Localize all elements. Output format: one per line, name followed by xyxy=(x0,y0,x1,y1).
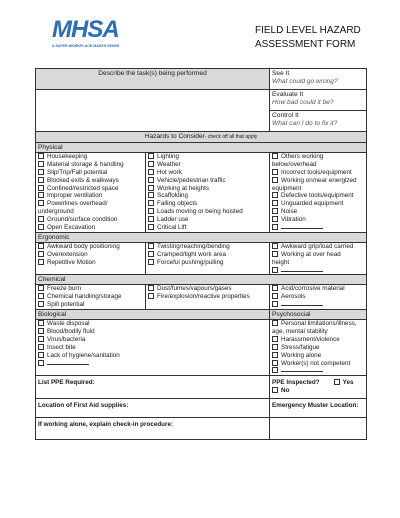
checklist-item-label: Twisting/reaching/bending xyxy=(157,242,230,250)
hazard-form xyxy=(35,68,366,440)
checklist-item xyxy=(38,344,267,352)
checkbox[interactable] xyxy=(148,161,154,167)
checklist-item-label: Hot work xyxy=(157,168,182,176)
checkbox[interactable] xyxy=(38,216,44,222)
evaluate-it-question: How bad could it be? xyxy=(272,99,334,106)
checklist-item xyxy=(38,224,143,232)
checklist-item xyxy=(38,259,143,267)
checkbox[interactable] xyxy=(38,177,44,183)
hazard-table xyxy=(35,68,367,440)
checklist-item xyxy=(38,328,267,336)
checklist-item-label: Working at over head xyxy=(281,250,341,258)
checkbox[interactable] xyxy=(148,200,154,206)
checklist-item-label: Aerosols xyxy=(281,293,306,301)
checkbox[interactable] xyxy=(38,185,44,191)
checklist-item xyxy=(38,200,143,208)
checklist-item-label: Weather xyxy=(157,160,181,168)
checklist-item xyxy=(38,216,143,224)
checklist-item xyxy=(148,216,267,224)
control-it-label: Control It xyxy=(272,112,299,119)
title-line-1: FIELD LEVEL HAZARD xyxy=(255,25,361,36)
checklist-item xyxy=(148,208,267,216)
control-it-cell xyxy=(270,111,367,132)
checkbox[interactable] xyxy=(272,153,278,159)
checkbox[interactable] xyxy=(272,243,278,249)
checklist-item xyxy=(38,208,143,216)
checklist-item xyxy=(272,328,364,336)
chemical-col-1 xyxy=(36,285,146,310)
physical-col-3 xyxy=(270,153,367,233)
checklist-item xyxy=(38,153,143,161)
checklist-item xyxy=(272,267,364,275)
checkbox[interactable] xyxy=(38,161,44,167)
checklist-item xyxy=(148,169,267,177)
ppe-inspected-cell: PPE Inspected? Yes No xyxy=(270,376,367,399)
logo-tagline: A SAFER WORKPLACE MAKES SENSE xyxy=(52,44,120,48)
checklist-item-label: Personal limitations/illness, xyxy=(281,320,357,328)
physical-col-1 xyxy=(36,153,146,233)
checklist-item xyxy=(148,251,267,259)
checklist-item-label: Noise xyxy=(281,208,298,216)
other-blank-line[interactable] xyxy=(281,224,323,229)
see-it-label: See It xyxy=(272,70,290,77)
checkbox[interactable] xyxy=(272,267,278,273)
checklist-item xyxy=(38,352,267,360)
ergonomic-col-1 xyxy=(36,242,146,275)
checklist-item-label: Spill potential xyxy=(47,301,85,309)
working-alone-extra[interactable] xyxy=(270,418,367,440)
checklist-item xyxy=(272,216,364,224)
other-blank-line[interactable] xyxy=(47,360,89,365)
checkbox[interactable] xyxy=(272,360,278,366)
checklist-item-label: Working alone xyxy=(281,351,322,359)
checkbox[interactable] xyxy=(272,367,278,373)
checkbox[interactable] xyxy=(272,293,278,299)
checkbox[interactable] xyxy=(148,259,154,265)
ppe-required-field[interactable]: List PPE Required: xyxy=(36,376,270,399)
control-it-question: What can I do to fix it? xyxy=(272,120,338,127)
muster-location-field[interactable]: Emergency Muster Location: xyxy=(270,399,367,418)
form-title xyxy=(255,24,395,52)
checklist-item xyxy=(148,285,267,293)
checklist-item-label: Awkward body positioning xyxy=(47,242,120,250)
checklist-item xyxy=(148,243,267,251)
checkbox[interactable] xyxy=(38,360,44,366)
checklist-item xyxy=(272,320,364,328)
checklist-item xyxy=(38,177,143,185)
checklist-item-label: Fire/explosion/reactive properties xyxy=(157,293,250,301)
checklist-item xyxy=(38,192,143,200)
biological-list xyxy=(36,320,270,376)
checkbox[interactable] xyxy=(38,285,44,291)
checklist-item xyxy=(148,259,267,267)
checklist-item-label: Lighting xyxy=(157,153,180,160)
form-header xyxy=(0,0,400,68)
other-blank-line[interactable] xyxy=(281,367,323,372)
checkbox[interactable] xyxy=(272,192,278,198)
checkbox[interactable] xyxy=(272,177,278,183)
checkbox[interactable] xyxy=(272,200,278,206)
checkbox[interactable] xyxy=(38,200,44,206)
checklist-item-label: Working on/near energized xyxy=(281,176,357,184)
checklist-item-label: Critical Lift xyxy=(157,224,187,232)
hazards-header: Hazards to Consider- check off all that apply xyxy=(36,132,367,143)
checklist-item xyxy=(148,224,267,232)
checkbox[interactable] xyxy=(148,285,154,291)
checkbox[interactable] xyxy=(38,336,44,342)
checkbox[interactable] xyxy=(38,224,44,230)
checklist-item xyxy=(272,367,364,375)
checklist-item-label: Cramped/tight work area xyxy=(157,250,226,258)
checkbox[interactable] xyxy=(148,169,154,175)
biological-title: Biological xyxy=(36,310,270,320)
ppe-yes-checkbox[interactable] xyxy=(334,379,340,385)
checklist-item xyxy=(148,185,267,193)
checklist-item xyxy=(272,192,364,200)
chemical-col-2 xyxy=(146,285,270,310)
checklist-item-label: Falling objects xyxy=(157,200,198,208)
chemical-col-3 xyxy=(270,285,367,310)
checklist-item xyxy=(38,336,267,344)
checklist-item-label: height xyxy=(272,258,290,266)
checklist-item xyxy=(38,169,143,177)
checklist-item-label: Virus/bacteria xyxy=(47,335,86,343)
checklist-item xyxy=(272,243,364,251)
checkbox[interactable] xyxy=(148,192,154,198)
first-aid-field[interactable]: Location of First Aid supplies: xyxy=(36,399,270,418)
checklist-item xyxy=(272,224,364,232)
checklist-item xyxy=(38,161,143,169)
checklist-item-label: Scaffolding xyxy=(157,192,189,200)
working-alone-field[interactable]: If working alone, explain check-in procedure: xyxy=(36,418,270,440)
checklist-item-label: Vibration xyxy=(281,216,306,224)
checklist-item-label: Incorrect tools/equipment xyxy=(281,168,352,176)
checklist-item xyxy=(38,285,143,293)
checklist-item-label: Ground/surface condition xyxy=(47,216,118,224)
checklist-item-label: Others working xyxy=(281,153,324,160)
checklist-item-label: Blocked exits & walkways xyxy=(47,176,119,184)
checkbox[interactable] xyxy=(38,301,44,307)
task-description-field[interactable] xyxy=(36,90,270,132)
checklist-item xyxy=(272,153,364,161)
other-blank-line[interactable] xyxy=(281,267,323,272)
checkbox[interactable] xyxy=(148,224,154,230)
checkbox[interactable] xyxy=(148,185,154,191)
checklist-item xyxy=(272,352,364,360)
checkbox[interactable] xyxy=(148,208,154,214)
checkbox[interactable] xyxy=(38,243,44,249)
checklist-item-label: Unguarded equipment xyxy=(281,200,344,208)
checkbox[interactable] xyxy=(148,177,154,183)
checkbox[interactable] xyxy=(272,216,278,222)
checklist-item xyxy=(272,360,364,368)
checklist-item xyxy=(272,336,364,344)
logo-text: MHSA xyxy=(52,16,119,43)
checklist-item xyxy=(272,285,364,293)
checkbox[interactable] xyxy=(38,153,44,159)
checkbox[interactable] xyxy=(272,344,278,350)
evaluate-it-label: Evaluate It xyxy=(272,91,304,98)
task-description-label: Describe the task(s) being performed xyxy=(36,69,270,90)
checklist-item xyxy=(148,161,267,169)
checklist-item-label: Open Excavation xyxy=(47,224,95,232)
checklist-item-label: age, mental stability xyxy=(272,328,328,336)
checklist-item-label: underground xyxy=(38,208,74,216)
checklist-item xyxy=(272,161,364,169)
checklist-item xyxy=(148,177,267,185)
checklist-item xyxy=(148,153,267,161)
checklist-item-label: Loads moving or being hoisted xyxy=(157,208,243,216)
checklist-item-label: Freeze burn xyxy=(47,285,81,293)
checkbox[interactable] xyxy=(38,344,44,350)
checklist-item-label: Overextension xyxy=(47,250,88,258)
checkbox[interactable] xyxy=(272,285,278,291)
checklist-item xyxy=(38,243,143,251)
checklist-item-label: Stress/fatigue xyxy=(281,343,320,351)
checkbox[interactable] xyxy=(148,243,154,249)
checklist-item-label: Powerlines overhead/ xyxy=(47,200,108,208)
psychosocial-title: Psychosocial xyxy=(270,310,367,320)
checklist-item xyxy=(38,185,143,193)
checklist-item xyxy=(38,251,143,259)
checkbox[interactable] xyxy=(38,169,44,175)
checklist-item xyxy=(148,192,267,200)
checklist-item-label: Chemical handling/storage xyxy=(47,293,122,301)
checklist-item-label: Material storage & handling xyxy=(47,160,124,168)
checkbox[interactable] xyxy=(148,153,154,159)
checklist-item-label: Housekeeping xyxy=(47,153,88,160)
checklist-item-label: Improper ventilation xyxy=(47,192,103,200)
checkbox[interactable] xyxy=(272,320,278,326)
checklist-item xyxy=(272,344,364,352)
checklist-item-label: Lack of hygiene/sanitation xyxy=(47,351,120,359)
checklist-item-label: Forceful pushing/pulling xyxy=(157,258,224,266)
checkbox[interactable] xyxy=(38,192,44,198)
ergonomic-col-3 xyxy=(270,242,367,275)
evaluate-it-cell xyxy=(270,90,367,111)
checklist-item xyxy=(38,293,143,301)
checklist-item-label: equipment xyxy=(272,184,302,192)
checklist-item-label: Blood/bodily fluid xyxy=(47,328,95,336)
title-line-2: ASSESSMENT FORM xyxy=(255,39,356,50)
ppe-no-checkbox[interactable] xyxy=(272,387,278,393)
see-it-question: What could go wrong? xyxy=(272,78,338,85)
checkbox[interactable] xyxy=(272,224,278,230)
checklist-item-label: below/overhead xyxy=(272,160,317,168)
psychosocial-list xyxy=(270,320,367,376)
checklist-item-label: Repetitive Motion xyxy=(47,258,96,266)
physical-col-2 xyxy=(146,153,270,233)
checklist-item xyxy=(272,208,364,216)
checkbox[interactable] xyxy=(148,216,154,222)
checklist-item xyxy=(272,200,364,208)
checkbox[interactable] xyxy=(272,301,278,307)
checklist-item xyxy=(38,301,143,309)
checkbox[interactable] xyxy=(38,293,44,299)
checklist-item xyxy=(148,200,267,208)
checkbox[interactable] xyxy=(272,251,278,257)
checklist-item-label: Ladder use xyxy=(157,216,189,224)
physical-title: Physical xyxy=(36,143,367,153)
checkbox[interactable] xyxy=(38,320,44,326)
checklist-item-label: Harassment/violence xyxy=(281,335,340,343)
checkbox[interactable] xyxy=(272,352,278,358)
checkbox[interactable] xyxy=(272,169,278,175)
ergonomic-col-2 xyxy=(146,242,270,275)
checklist-item-label: Defective tools/equipment xyxy=(281,192,354,200)
checkbox[interactable] xyxy=(38,251,44,257)
checklist-item xyxy=(272,177,364,185)
checklist-item xyxy=(272,293,364,301)
checklist-item-label: Vehicle/pedestrian traffic xyxy=(157,176,226,184)
checklist-item-label: Acid/corrosive material xyxy=(281,285,345,293)
checklist-item xyxy=(272,185,364,193)
checklist-item xyxy=(272,251,364,259)
checklist-item-label: Waste disposal xyxy=(47,320,90,328)
ergonomic-title: Ergonomic xyxy=(36,232,367,242)
checklist-item-label: Worker(s) not competent xyxy=(281,359,351,367)
checkbox[interactable] xyxy=(38,352,44,358)
checkbox[interactable] xyxy=(38,259,44,265)
checkbox[interactable] xyxy=(38,328,44,334)
checkbox[interactable] xyxy=(272,208,278,214)
checklist-item xyxy=(272,259,364,267)
mhsa-logo xyxy=(52,18,122,50)
checkbox[interactable] xyxy=(272,336,278,342)
checklist-item-label: Confined/restricted space xyxy=(47,184,119,192)
checklist-item-label: Slip/Trip/Fall potential xyxy=(47,168,108,176)
checklist-item xyxy=(38,360,267,368)
see-it-cell xyxy=(270,69,367,90)
other-blank-line[interactable] xyxy=(281,301,323,306)
checklist-item xyxy=(38,320,267,328)
checklist-item-label: Working at heights xyxy=(157,184,210,192)
checklist-item xyxy=(148,293,267,301)
checklist-item xyxy=(272,301,364,309)
checklist-item-label: Awkward grip/load carried xyxy=(281,242,354,250)
checklist-item-label: Dust/fumes/vapours/gases xyxy=(157,285,232,293)
checkbox[interactable] xyxy=(148,251,154,257)
checkbox[interactable] xyxy=(148,293,154,299)
checklist-item-label: Insect bite xyxy=(47,343,76,351)
chemical-title: Chemical xyxy=(36,275,367,285)
checklist-item xyxy=(272,169,364,177)
